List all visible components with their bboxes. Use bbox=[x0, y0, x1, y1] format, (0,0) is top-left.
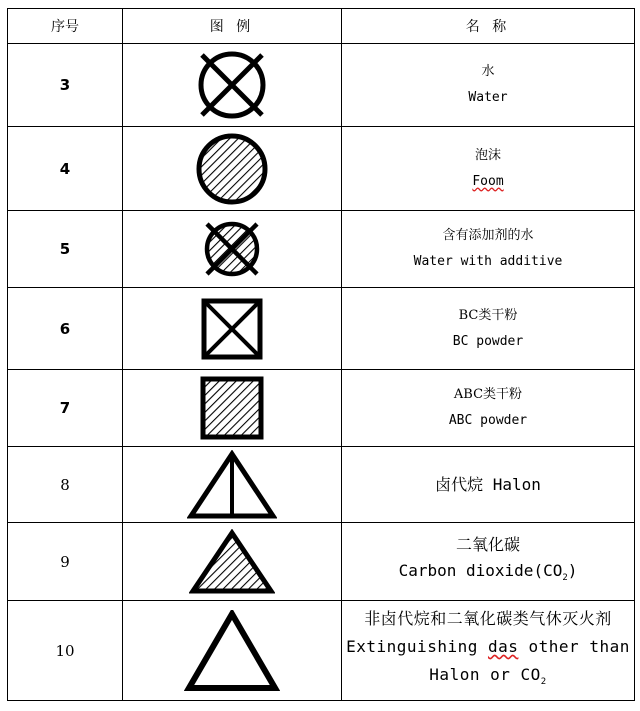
header-figure: 图 例 bbox=[123, 9, 342, 44]
name-english-prefix: Carbon dioxide(CO bbox=[398, 560, 563, 580]
header-serial-number: 序号 bbox=[8, 9, 123, 44]
triangle-icon bbox=[184, 610, 280, 692]
square-x-icon bbox=[200, 297, 264, 361]
name-english-part: other than bbox=[518, 636, 630, 656]
circle-x-icon bbox=[194, 47, 270, 123]
hatched-circle-x-icon bbox=[200, 217, 264, 281]
table-row bbox=[8, 523, 635, 601]
table-row bbox=[8, 211, 635, 288]
name-chinese: 泡沫 bbox=[474, 147, 501, 163]
triangle-split-icon bbox=[187, 450, 277, 520]
table-row bbox=[8, 601, 635, 701]
name-english-subscript: 2 bbox=[562, 573, 568, 584]
name-english-prefix: Halon or CO bbox=[429, 664, 541, 684]
name-cell bbox=[342, 523, 635, 601]
name-english-line2 bbox=[342, 661, 634, 696]
hatched-triangle-icon bbox=[189, 529, 275, 595]
table-row bbox=[8, 447, 635, 523]
name-chinese: 非卤代烷和二氧化碳类气休灭火剂 bbox=[364, 608, 612, 628]
table-row bbox=[8, 288, 635, 370]
name-cell bbox=[342, 370, 635, 447]
name-chinese: 水 bbox=[481, 64, 495, 79]
extinguishing-agent-legend-table bbox=[7, 8, 635, 701]
figure-cell bbox=[123, 211, 342, 288]
header-name: 名 称 bbox=[342, 9, 635, 44]
figure-cell bbox=[123, 523, 342, 601]
name-english bbox=[342, 558, 634, 591]
hatched-circle-icon bbox=[194, 131, 270, 207]
row-number: 3 bbox=[8, 44, 123, 127]
row-number: 9 bbox=[8, 523, 123, 601]
row-number: 5 bbox=[8, 211, 123, 288]
name-chinese: 卤代烷 Halon bbox=[435, 474, 541, 494]
name-english-part: Extinguishing bbox=[346, 636, 488, 656]
name-english-line1 bbox=[342, 633, 634, 661]
row-number: 6 bbox=[8, 288, 123, 370]
name-cell bbox=[342, 288, 635, 370]
name-english-subscript: 2 bbox=[540, 677, 547, 688]
row-number: 7 bbox=[8, 370, 123, 447]
name-chinese: 二氧化碳 bbox=[455, 534, 520, 554]
figure-cell bbox=[123, 127, 342, 211]
row-number: 4 bbox=[8, 127, 123, 211]
name-cell bbox=[342, 447, 635, 523]
name-cell bbox=[342, 601, 635, 701]
name-chinese: ABC类干粉 bbox=[453, 387, 523, 402]
hatched-square-icon bbox=[199, 375, 265, 441]
name-english-suffix: ) bbox=[567, 560, 578, 580]
header-row bbox=[8, 9, 635, 44]
figure-cell bbox=[123, 370, 342, 447]
name-cell bbox=[342, 211, 635, 288]
figure-cell bbox=[123, 447, 342, 523]
name-english: BC powder bbox=[452, 333, 524, 349]
table-row bbox=[8, 44, 635, 127]
table-row bbox=[8, 370, 635, 447]
name-cell bbox=[342, 127, 635, 211]
figure-cell bbox=[123, 288, 342, 370]
name-english: ABC powder bbox=[448, 413, 528, 428]
name-english: Water with additive bbox=[413, 254, 563, 269]
name-chinese: BC类干粉 bbox=[458, 307, 518, 323]
table-row bbox=[8, 127, 635, 211]
figure-cell bbox=[123, 44, 342, 127]
row-number: 10 bbox=[8, 601, 123, 701]
figure-cell bbox=[123, 601, 342, 701]
name-chinese: 含有添加剂的水 bbox=[442, 228, 534, 243]
name-english bbox=[342, 169, 634, 195]
row-number: 8 bbox=[8, 447, 123, 523]
name-english-text: Foom bbox=[472, 173, 504, 189]
name-cell bbox=[342, 44, 635, 127]
name-english: Water bbox=[468, 90, 508, 105]
name-english-misspelled-word: das bbox=[487, 636, 519, 656]
